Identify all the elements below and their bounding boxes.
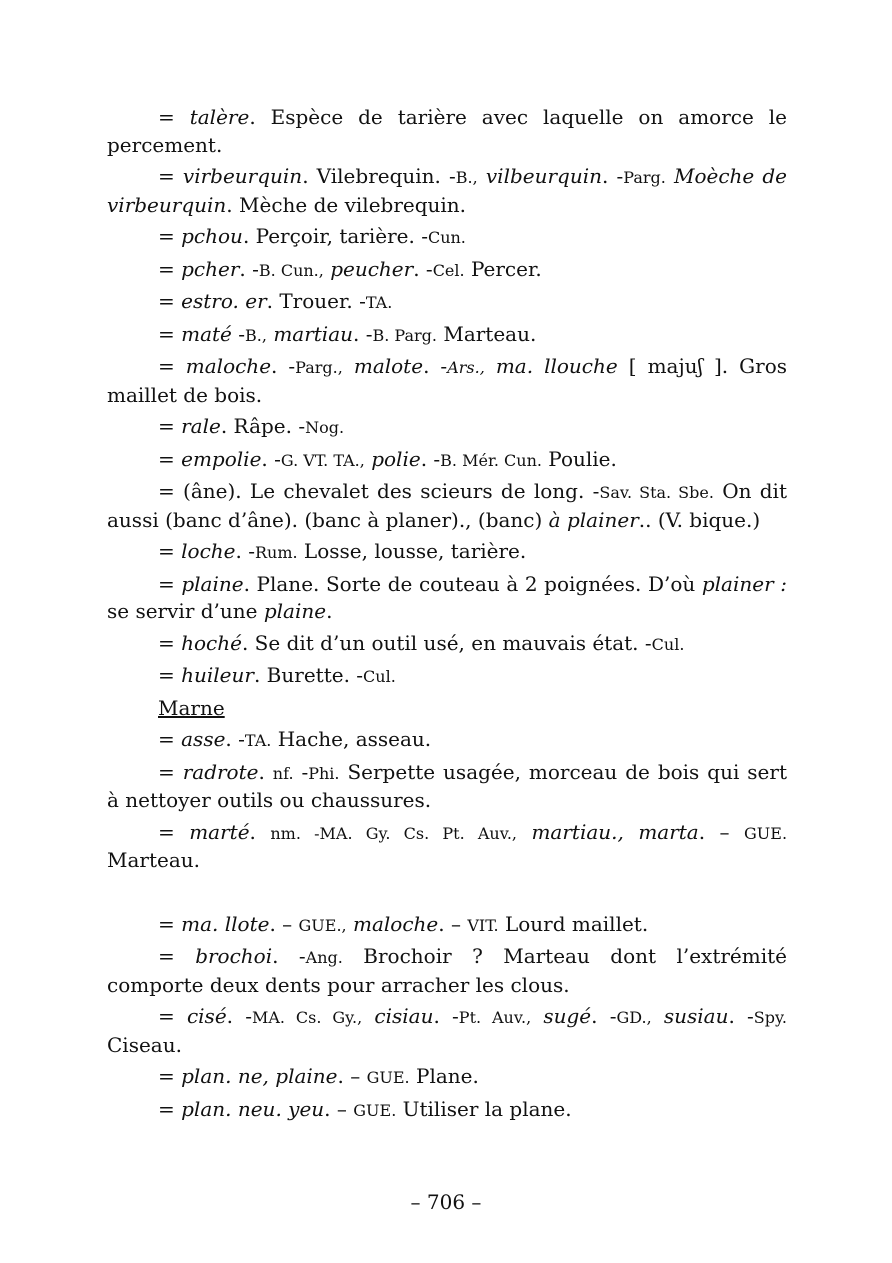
entry-text: peucher (330, 256, 414, 281)
dictionary-entry (107, 413, 787, 442)
entry-text: B., (455, 168, 478, 187)
entry-text: .. (V. bique.) (638, 507, 761, 532)
entry-text: B. Parg. (372, 325, 437, 345)
entry-text: Utiliser la plane. (396, 1096, 572, 1121)
entry-text: . – (269, 911, 299, 936)
entry-text: . Trouer. - (266, 289, 366, 313)
entry-text: Plane. (409, 1064, 479, 1088)
entry-text: pcher (181, 256, 240, 281)
entry-text: . - (413, 256, 433, 281)
entry-text: = (158, 414, 182, 438)
entry-text: = (158, 224, 182, 248)
dictionary-entry (107, 759, 787, 815)
dictionary-entry (107, 288, 787, 317)
entry-text: MA. Cs. Gy., (251, 1008, 363, 1027)
entry-text: . - (420, 446, 441, 471)
entry-text: = (158, 1064, 182, 1088)
entry-text (362, 1004, 374, 1028)
entry-text: . Perçoir, tarière. - (242, 224, 428, 248)
entry-text: TA. (365, 293, 393, 312)
entry-text: [ majuʃ ]. Gros maillet de bois. (107, 354, 788, 407)
entry-text: . - (226, 1004, 252, 1028)
entry-text: virbeurquin (182, 164, 303, 188)
entry-text (478, 164, 486, 188)
entry-text: Nog. (305, 418, 345, 437)
entry-text: = (158, 819, 190, 844)
entry-text: plaine (263, 599, 327, 623)
entry-text: brochoi (195, 944, 273, 968)
entry-text: maloche (353, 911, 439, 936)
entry-text: . Espèce de tarière avec laquelle on amorce le percement. (107, 105, 787, 157)
entry-text: . – (324, 1096, 354, 1121)
entry-text: . - (728, 1004, 754, 1028)
entry-text: . - (261, 446, 281, 471)
entry-text: Cul. (651, 634, 685, 654)
dictionary-entry (107, 321, 787, 350)
entry-text: empolie (181, 446, 262, 471)
entry-text: B., (245, 325, 267, 345)
page-number: – 706 – (410, 1190, 482, 1214)
entry-text: Percer. (464, 256, 542, 281)
entry-text: GUE. (744, 823, 788, 843)
entry-text: Lourd maillet. (498, 911, 649, 936)
dictionary-entry (107, 571, 787, 626)
entry-text: Ang. (305, 948, 343, 967)
entry-text: . - (591, 1004, 617, 1028)
entry-text (517, 820, 531, 844)
entries-block-1 (107, 104, 787, 691)
dictionary-entry (107, 911, 787, 940)
entry-text: Ciseau. (107, 1032, 182, 1057)
entry-text: maloche (185, 354, 272, 378)
entry-text: Pt. Auv., (458, 1008, 532, 1027)
entry-text: = (158, 105, 190, 129)
entry-text: plaine (181, 571, 244, 596)
entry-text: . – (698, 819, 744, 844)
entry-text: . - (423, 354, 448, 378)
dictionary-entry (107, 1063, 787, 1092)
entry-text: Moèche de virbeurquin (107, 164, 788, 217)
dictionary-entry (107, 662, 787, 691)
dictionary-entry (107, 630, 787, 659)
entry-text: . (249, 819, 271, 844)
entry-text: = (158, 571, 182, 596)
entries-block-3 (107, 911, 787, 1125)
entry-text: . – (438, 911, 468, 936)
entry-text: plan. ne, plaine (181, 1064, 338, 1088)
entry-text (652, 1004, 664, 1028)
entry-text: Cun. (427, 228, 466, 247)
entry-text: polie (371, 446, 421, 471)
entry-text: huileur (181, 663, 254, 687)
entry-text: Parg. (623, 168, 666, 187)
dictionary-entry (107, 163, 787, 219)
entry-text: Ars., (447, 358, 485, 377)
entry-text: ma. llote (181, 911, 270, 936)
entry-text: à plainer (548, 507, 639, 532)
entry-text: TA. (244, 731, 272, 750)
entry-text: On dit aussi (banc d’âne). (banc à planer)., (banc) (107, 479, 787, 532)
entry-text: Phi. (308, 763, 340, 783)
entry-text: . - (235, 539, 255, 563)
entry-text: = (âne). Le chevalet des scieurs de long. - (158, 479, 600, 503)
entry-text: pchou (181, 224, 243, 248)
entry-text: maté (181, 321, 232, 346)
entry-text: malote (353, 354, 424, 378)
entry-text: . - (433, 1004, 459, 1028)
entry-text: B. Mér. Cun. (440, 450, 542, 470)
entry-text: G. VT. TA., (280, 450, 365, 470)
entry-text: Sav. Sta. Sbe. (599, 483, 714, 502)
entry-text: plan. neu. yeu (181, 1096, 325, 1121)
entry-text: marté (189, 819, 250, 844)
entry-text: Cel. (432, 260, 465, 280)
entry-text: . Burette. - (253, 663, 364, 687)
section-heading: Marne (158, 695, 225, 720)
entry-text: = (158, 354, 186, 378)
dictionary-entry (107, 446, 787, 475)
entry-text (531, 1004, 543, 1028)
page-body (107, 104, 787, 1128)
dictionary-entry (107, 1096, 787, 1125)
dictionary-entry (107, 104, 787, 159)
dictionary-entry (107, 256, 787, 285)
entry-text: ma. llouche (495, 354, 618, 378)
dictionary-entry (107, 1003, 787, 1059)
entry-text (343, 354, 354, 378)
entry-text: . - (602, 164, 624, 188)
entry-text: . Mèche de vilebrequin. (226, 192, 467, 217)
entry-text: sugé (543, 1004, 592, 1028)
entry-text: = (158, 321, 182, 346)
entry-text: susiau (663, 1004, 729, 1028)
entry-text: GD., (616, 1008, 652, 1027)
entry-text: - (293, 759, 309, 784)
entry-text: . - (239, 256, 259, 281)
entry-text: nf. (272, 763, 294, 783)
entry-text: Serpette usagée, morceau de bois qui sert à nettoyer outils ou chaussures. (107, 759, 787, 812)
entry-text: . (258, 759, 273, 784)
entry-text: = (158, 630, 182, 655)
entry-text: . - (272, 944, 306, 968)
dictionary-entry (107, 353, 787, 409)
entry-text: martiau (273, 321, 353, 346)
entry-text: Rum. (254, 543, 298, 562)
entry-text: B. Cun., (258, 260, 324, 280)
dictionary-entry (107, 478, 787, 534)
entry-text: asse (181, 727, 226, 751)
entry-text: Hache, asseau. (271, 727, 432, 751)
entry-text: Poulie. (541, 446, 617, 471)
entry-text: loche (181, 539, 236, 563)
entry-text: martiau., marta (531, 819, 699, 844)
entry-text: . Vilebrequin. - (302, 164, 456, 188)
entry-text: = (158, 289, 182, 313)
entry-text: GUE. (366, 1068, 410, 1087)
entry-text: Cul. (363, 667, 396, 686)
entry-text: = (158, 1004, 187, 1028)
entry-text: estro. er (181, 289, 267, 313)
entry-text: Brochoir ? Marteau dont l’extrémité comporte deux dents pour arracher les clous. (107, 944, 787, 997)
entry-text: Spy. (753, 1008, 787, 1027)
entry-text: rale (181, 414, 221, 438)
entry-text: radrote (182, 759, 259, 784)
entry-text: = (158, 446, 182, 471)
entry-text: . – (337, 1064, 367, 1088)
entry-text: GUE., (298, 915, 347, 935)
spacer (107, 879, 787, 911)
entry-text: plainer : (701, 571, 787, 596)
entry-text: . Râpe. - (220, 414, 306, 438)
entry-text: se servir d’une (107, 599, 264, 623)
entry-text: . - (225, 727, 245, 751)
entry-text: = (158, 727, 182, 751)
entry-text: nm. -MA. Gy. Cs. Pt. Auv., (270, 823, 518, 843)
entry-text: = (158, 539, 182, 563)
entry-text: . Se dit d’un outil usé, en mauvais état. - (241, 630, 652, 655)
entry-text: vilbeurquin (485, 164, 603, 188)
entry-text (666, 164, 674, 188)
entry-text: Losse, lousse, tarière. (297, 539, 527, 563)
entry-text: VIT. (467, 915, 499, 935)
entry-text: . - (353, 321, 373, 346)
entry-text: = (158, 759, 183, 784)
entry-text: cisiau (374, 1004, 434, 1028)
entry-text: = (158, 164, 183, 188)
entry-text: = (158, 256, 182, 281)
dictionary-entry (107, 726, 787, 755)
entry-text: hoché (181, 630, 242, 655)
entry-text: = (158, 1096, 182, 1121)
entry-text: = (158, 911, 182, 936)
dictionary-entry (107, 819, 787, 875)
entry-text: . Plane. Sorte de couteau à 2 poignées. D’où (243, 571, 702, 596)
entry-text: - (231, 321, 246, 346)
entry-text: Marteau. (107, 848, 200, 872)
dictionary-entry (107, 943, 787, 999)
entry-text: Marteau. (436, 321, 537, 346)
entry-text: = (158, 944, 196, 968)
dictionary-entry (107, 538, 787, 567)
entry-text: . - (271, 354, 296, 378)
entry-text: = (158, 663, 182, 687)
entry-text: talère (189, 105, 250, 129)
entries-block-2 (107, 726, 787, 875)
entry-text: . (326, 599, 333, 623)
entry-text (485, 354, 496, 378)
entry-text: Parg., (295, 358, 343, 377)
dictionary-entry (107, 223, 787, 252)
entry-text: GUE. (353, 1100, 397, 1120)
entry-text: cisé (186, 1004, 227, 1028)
